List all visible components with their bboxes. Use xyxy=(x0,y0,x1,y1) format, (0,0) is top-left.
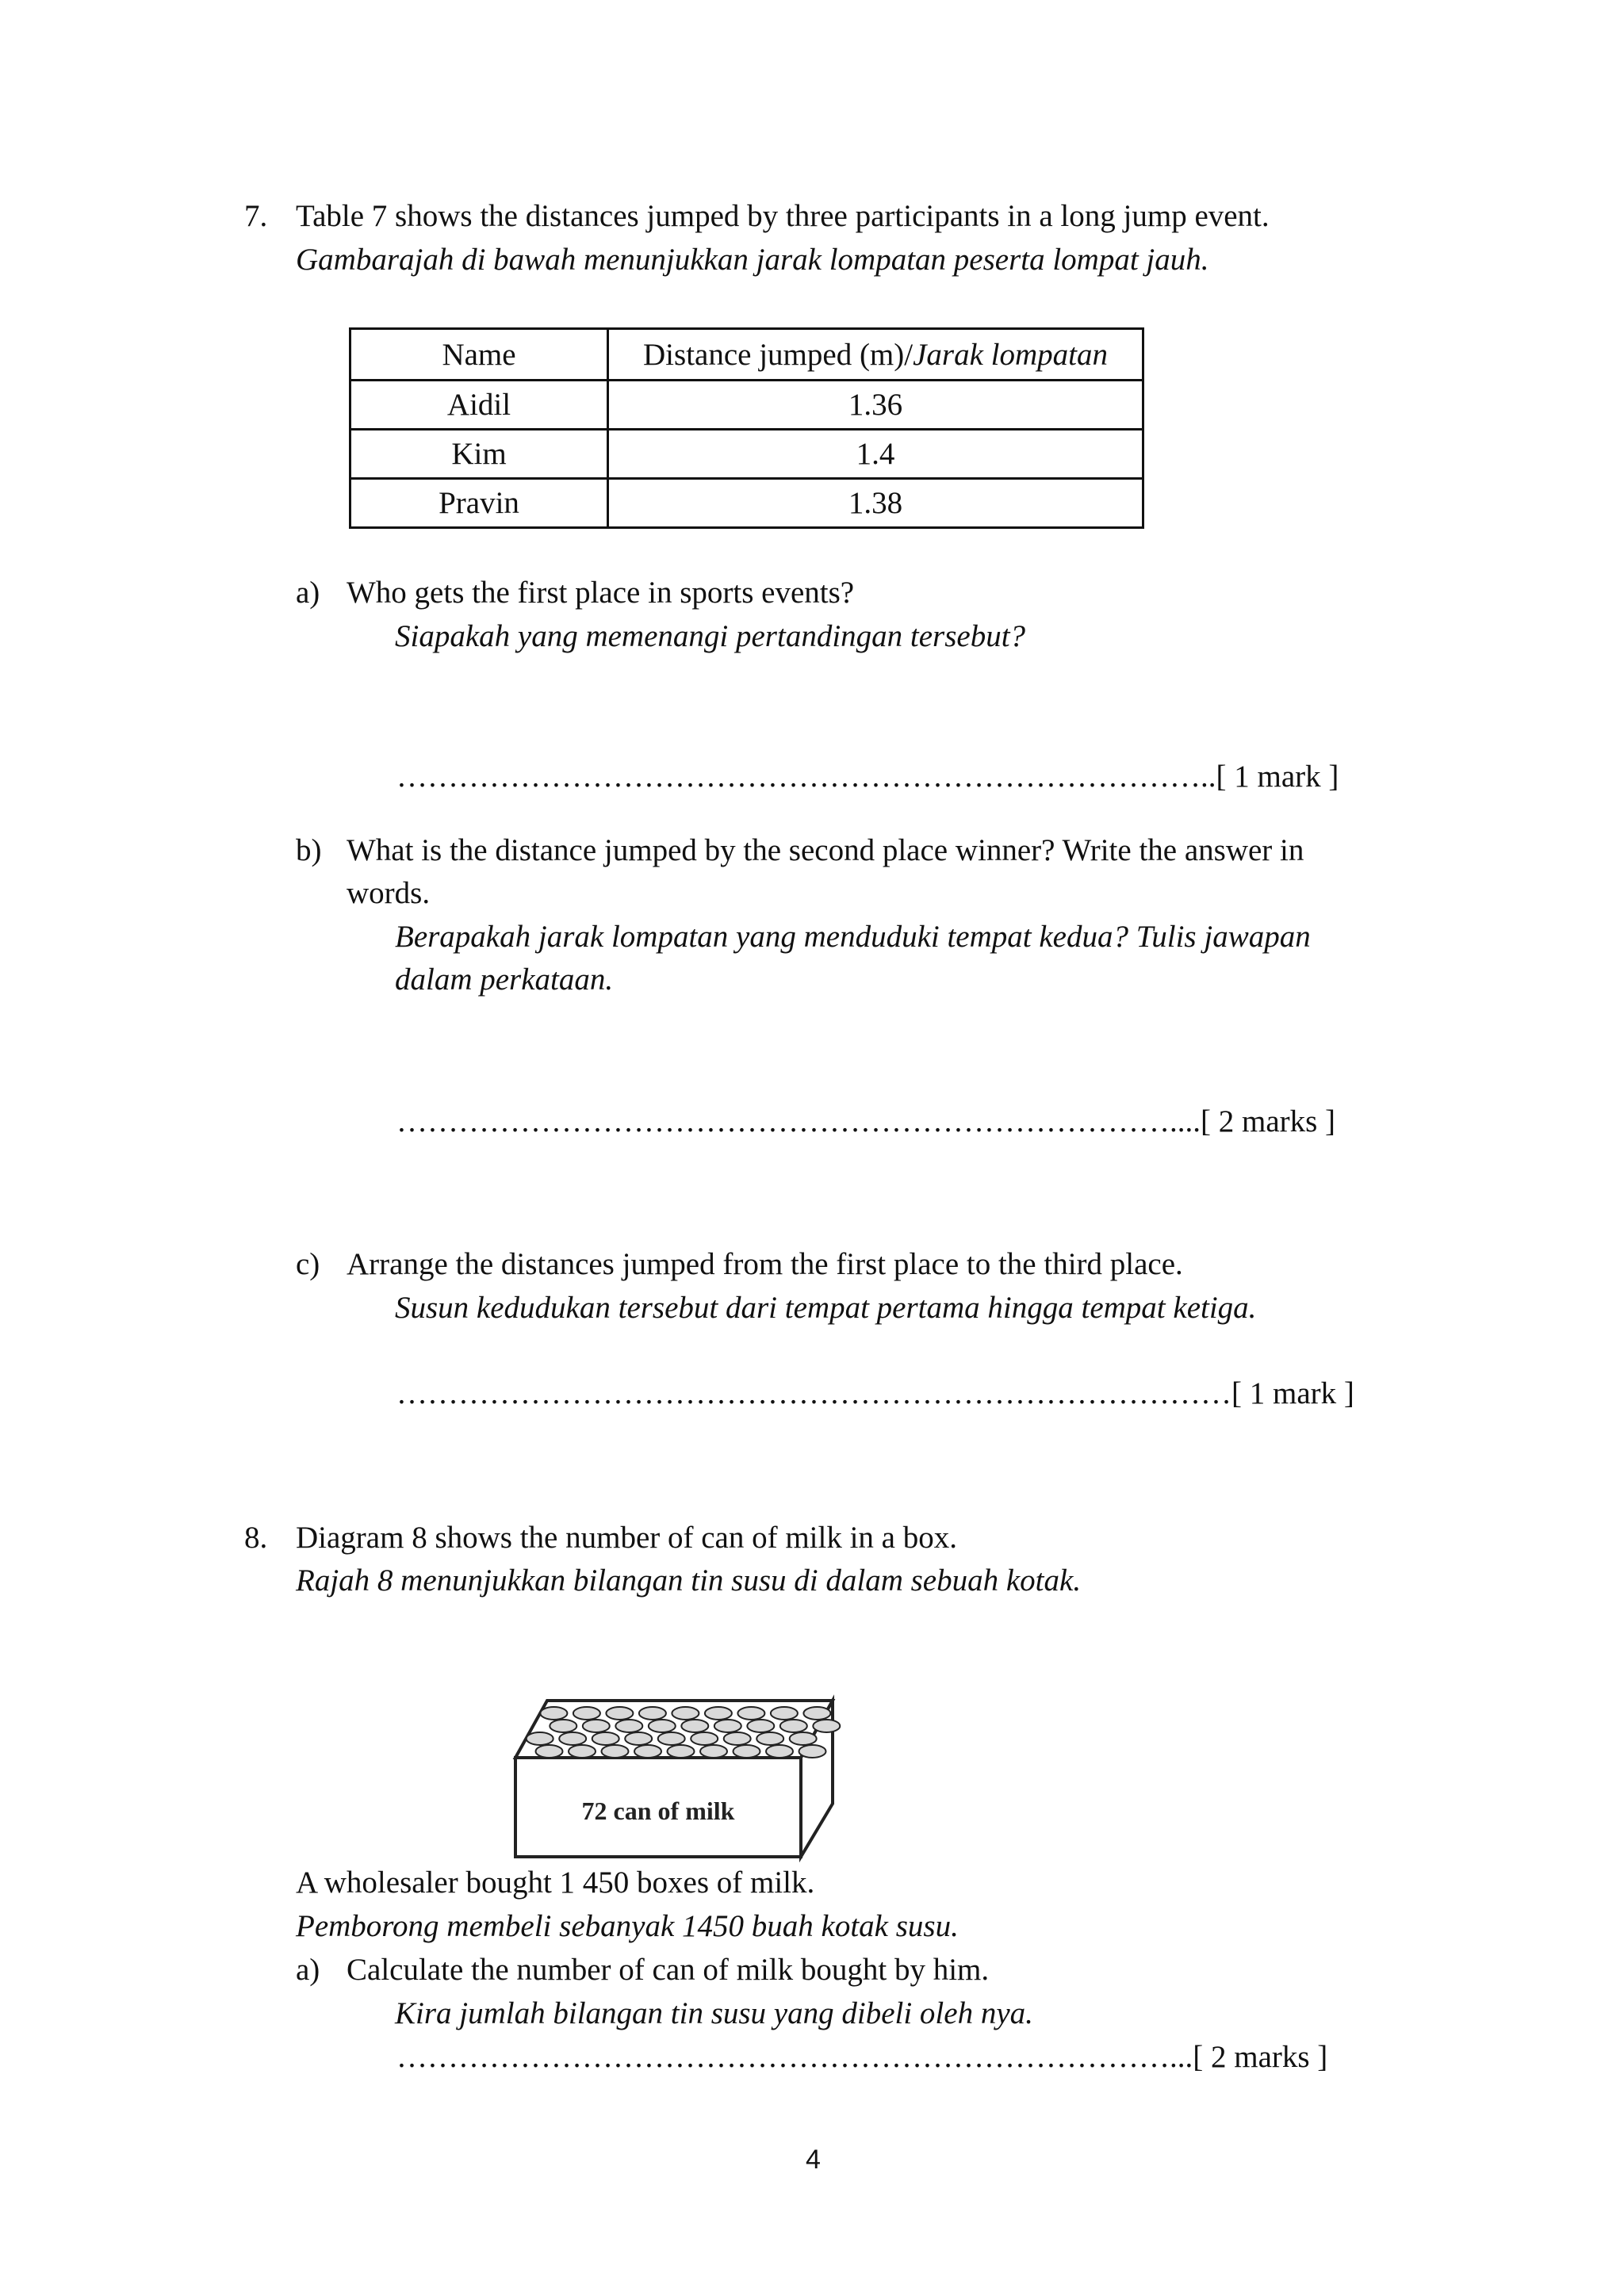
milk-can xyxy=(681,1720,708,1732)
milk-can xyxy=(602,1745,629,1758)
q8-info-ms: Pemborong membeli sebanyak 1450 buah kotak susu. xyxy=(296,1909,959,1943)
q7b-question-ms-line2: dalam perkataan. xyxy=(395,962,614,997)
q7a-answer-line[interactable]: ……………………………………………………………………..[ 1 mark ] xyxy=(396,760,1339,794)
question-8-number: 8. xyxy=(244,1521,268,1555)
header-distance xyxy=(608,329,1143,381)
milk-can xyxy=(672,1707,699,1720)
q8a-label: a) xyxy=(296,1953,320,1987)
q7c-label: c) xyxy=(296,1247,320,1281)
milk-can xyxy=(705,1707,732,1720)
question-7-intro-ms: Gambarajah di bawah menunjukkan jarak lompatan peserta lompat jauh. xyxy=(296,243,1209,277)
q8a-answer-line[interactable]: …………………………………………………………………...[ 2 marks ] xyxy=(396,2040,1328,2074)
milk-can xyxy=(634,1745,661,1758)
milk-can xyxy=(559,1732,586,1745)
milk-can xyxy=(700,1745,727,1758)
table-header-row xyxy=(350,329,1143,381)
q8a-question-en: Calculate the number of can of milk bought by him. xyxy=(347,1953,990,1987)
q7c-question-ms: Susun kedudukan tersebut dari tempat pertama hingga tempat ketiga. xyxy=(395,1291,1257,1325)
milk-can xyxy=(550,1720,576,1732)
q8a-question-ms: Kira jumlah bilangan tin susu yang dibeli oleh nya. xyxy=(395,1996,1033,2030)
milk-can xyxy=(536,1745,563,1758)
milk-can xyxy=(813,1720,840,1732)
milk-can xyxy=(766,1745,793,1758)
table-row xyxy=(350,381,1143,430)
header-distance-en: Distance jumped (m)/ xyxy=(643,337,914,372)
milk-can xyxy=(691,1732,718,1745)
milk-can xyxy=(569,1745,596,1758)
row-name: Kim xyxy=(350,430,608,479)
question-8-intro-ms: Rajah 8 menunjukkan bilangan tin susu di dalam sebuah kotak. xyxy=(296,1563,1082,1598)
milk-can xyxy=(527,1732,553,1745)
row-name: Aidil xyxy=(350,381,608,430)
q7a-question-ms: Siapakah yang memenangi pertandingan tersebut? xyxy=(395,619,1026,653)
q7c-question-en: Arrange the distances jumped from the first place to the third place. xyxy=(347,1247,1183,1281)
table-row xyxy=(350,430,1143,479)
row-distance: 1.36 xyxy=(608,381,1143,430)
q8-info-en: A wholesaler bought 1 450 boxes of milk. xyxy=(296,1866,815,1900)
page-number: 4 xyxy=(806,2145,821,2175)
q7b-question-en-line1: What is the distance jumped by the second place winner? Write the answer in xyxy=(347,833,1304,867)
milk-can xyxy=(668,1745,695,1758)
q7b-question-en-line2: words. xyxy=(347,876,431,910)
milk-can xyxy=(615,1720,642,1732)
milk-can xyxy=(639,1707,666,1720)
milk-can xyxy=(756,1732,783,1745)
q7a-label: a) xyxy=(296,576,320,610)
row-name: Pravin xyxy=(350,479,608,528)
question-7-number: 7. xyxy=(244,199,268,233)
milk-can xyxy=(540,1707,567,1720)
milk-can xyxy=(658,1732,685,1745)
milk-can xyxy=(771,1707,798,1720)
q7b-question-ms-line1: Berapakah jarak lompatan yang menduduki tempat kedua? Tulis jawapan xyxy=(395,920,1311,954)
distance-table xyxy=(349,327,1144,529)
milk-can xyxy=(573,1707,600,1720)
milk-can xyxy=(724,1732,751,1745)
box-label: 72 can of milk xyxy=(581,1797,735,1825)
milk-can xyxy=(790,1732,817,1745)
milk-can xyxy=(592,1732,619,1745)
milk-can xyxy=(606,1707,633,1720)
row-distance: 1.4 xyxy=(608,430,1143,479)
milk-can xyxy=(714,1720,741,1732)
milk-can xyxy=(803,1707,830,1720)
milk-can xyxy=(583,1720,610,1732)
milk-box-diagram xyxy=(500,1685,896,1867)
milk-can xyxy=(733,1745,760,1758)
milk-can xyxy=(747,1720,774,1732)
question-8-intro-en: Diagram 8 shows the number of can of milk in a box. xyxy=(296,1521,957,1555)
milk-can xyxy=(737,1707,764,1720)
milk-can xyxy=(649,1720,676,1732)
q7a-question-en: Who gets the first place in sports events? xyxy=(347,576,855,610)
row-distance: 1.38 xyxy=(608,479,1143,528)
milk-can xyxy=(625,1732,652,1745)
table-row xyxy=(350,479,1143,528)
header-name: Name xyxy=(350,329,608,381)
q7b-answer-line[interactable]: …………………………………………………………………....[ 2 marks ] xyxy=(396,1104,1336,1138)
q7c-answer-line[interactable]: ………………………………………………………………………[ 1 mark ] xyxy=(396,1376,1354,1410)
milk-can xyxy=(780,1720,807,1732)
q7b-label: b) xyxy=(296,833,322,867)
milk-can xyxy=(799,1745,826,1758)
header-distance-ms: Jarak lompatan xyxy=(913,337,1108,372)
question-7-intro-en: Table 7 shows the distances jumped by three participants in a long jump event. xyxy=(296,199,1270,233)
